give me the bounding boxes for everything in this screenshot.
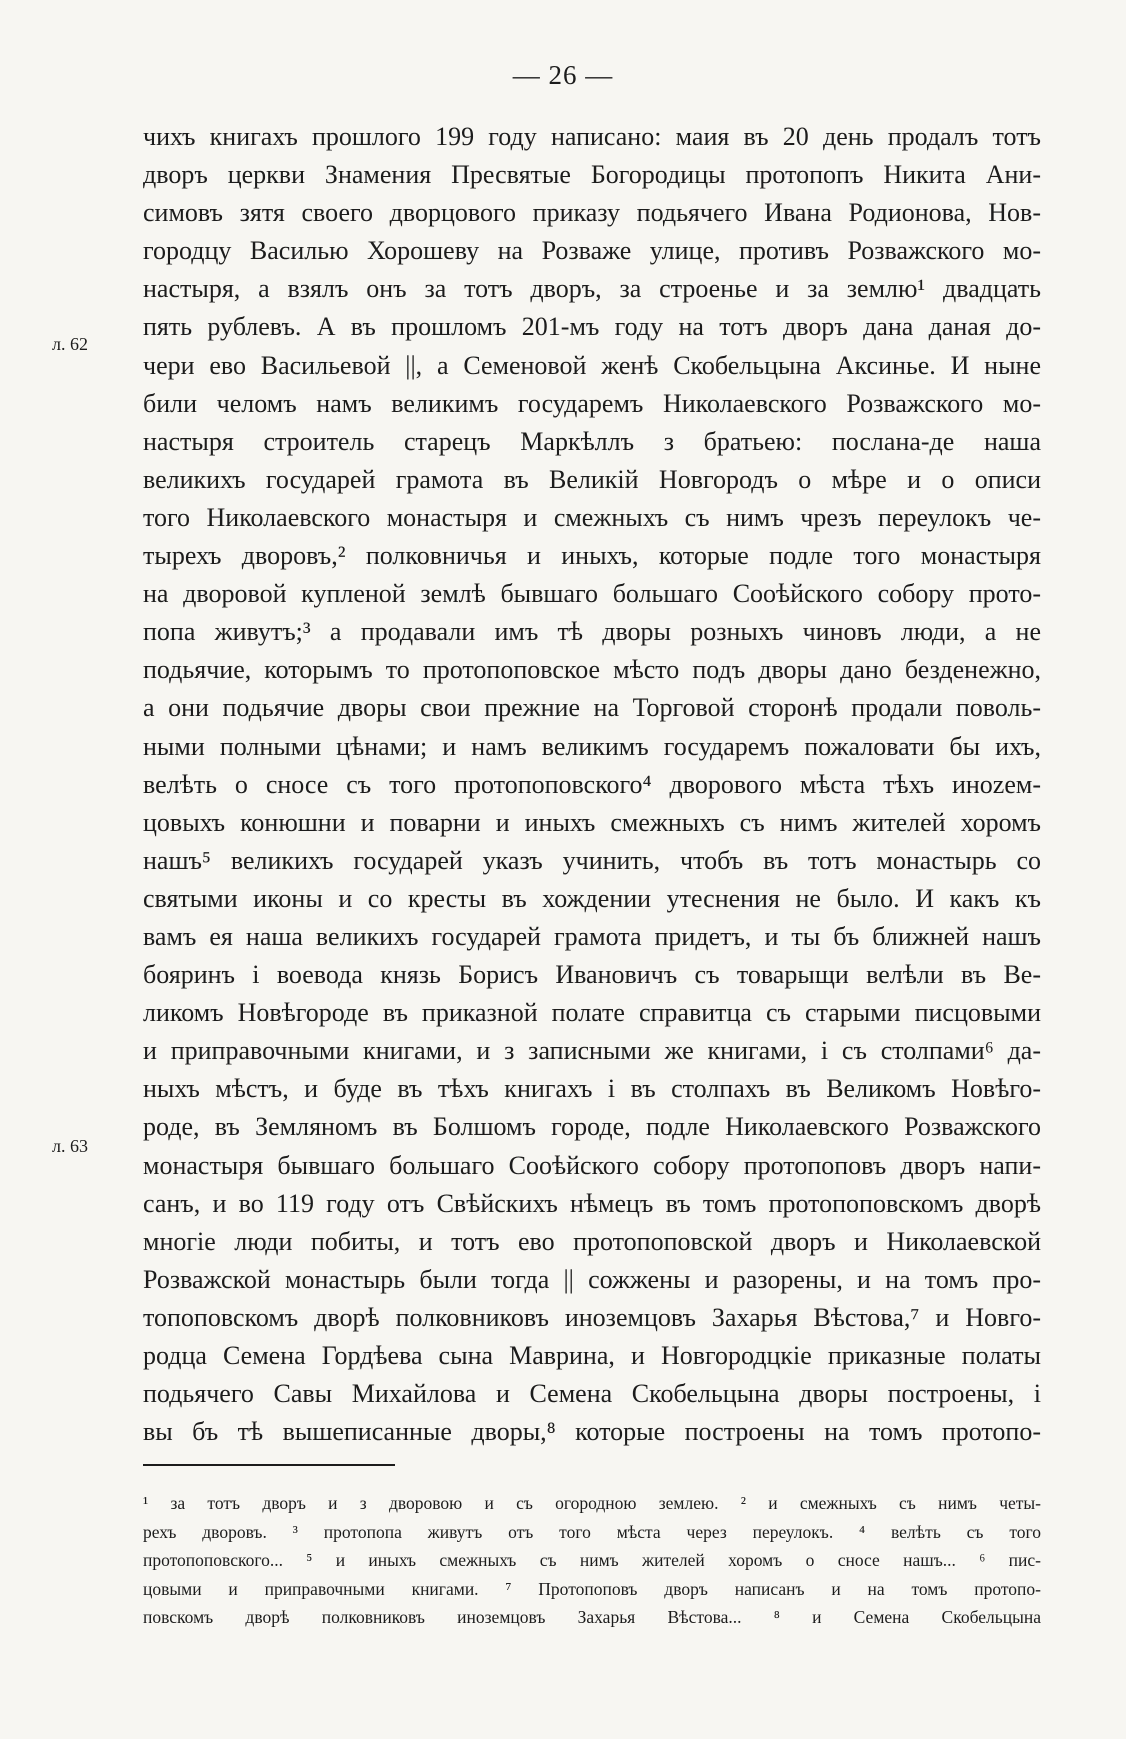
margin-note-folio-63: л. 63 [52, 1136, 88, 1156]
text-line: а они подьячие дворы свои прежние на Торговой сторонѣ продали поволь- [143, 693, 1041, 723]
text-line: вы бъ тѣ вышеписанные дворы,⁸ которые построены на томъ протопо- [143, 1417, 1041, 1447]
text-line: ликомъ Новѣгороде въ приказной полате справитца съ старыми писцовыми [143, 998, 1041, 1028]
text-line: попа живутъ;³ а продавали имъ тѣ дворы розныхъ чиновъ люди, а не [143, 617, 1041, 647]
text-line: многіе люди побиты, и тотъ ево протопоповской дворъ и Николаевской [143, 1226, 1041, 1256]
text-line: велѣть о сносе съ того протопоповского⁴ дворового мѣста тѣхъ иноzем- [143, 769, 1041, 799]
footnote-line: повскомъ дворѣ полковниковъ иноземцовъ Захарья Вѣстова... ⁸ и Семена Скобельцына [143, 1607, 1041, 1627]
text-line: санъ, и во 119 году отъ Свѣйскихъ нѣмецъ въ томъ протопоповскомъ дворѣ [143, 1188, 1041, 1218]
text-line: тырехъ дворовъ,² полковничья и иныхъ, которые подле того монастыря [143, 541, 1041, 571]
text-line: и приправочными книгами, и з записными же книгами, і съ столпами⁶ да- [143, 1036, 1041, 1066]
footnote-line: рехъ дворовъ. ³ протопопа живутъ отъ того мѣста через переулокъ. ⁴ велѣть съ того [143, 1521, 1041, 1542]
text-line: топоповскомъ дворѣ полковниковъ иноземцовъ Захарья Вѣстова,⁷ и Новго- [143, 1302, 1041, 1332]
text-line: Розважской монастырь были тогда || сожжены и разорены, и на томъ про- [143, 1264, 1041, 1294]
text-line: того Николаевского монастыря и смежныхъ съ нимъ чрезъ переулокъ че- [143, 502, 1041, 532]
text-line: ными полными цѣнами; и намъ великимъ государемъ пожаловати бы ихъ, [143, 731, 1041, 761]
body-text [143, 118, 1041, 1451]
text-line: родца Семена Гордѣева сына Маврина, и Новгородцкіе приказные полаты [143, 1341, 1041, 1370]
text-line: роде, въ Земляномъ въ Болшомъ городе, подле Николаевского Розважского [143, 1112, 1041, 1142]
text-line: подьячие, которымъ то протопоповское мѣсто подъ дворы дано безденежно, [143, 655, 1041, 685]
text-line: нашъ⁵ великихъ государей указъ учинить, чтобъ въ тотъ монастырь со [143, 845, 1041, 875]
footnote-line: ¹ за тотъ дворъ и з дворовою и съ огородною землею. ² и смежныхъ съ нимъ четы- [143, 1493, 1041, 1513]
text-line: дворъ церкви Знамения Пресвятые Богородицы протопопъ Никита Ани- [143, 160, 1041, 190]
text-line: ныхъ мѣстъ, и буде въ тѣхъ книгахъ і въ столпахъ въ Великомъ Новѣго- [143, 1074, 1041, 1104]
text-line: настыря строитель старецъ Маркѣллъ з братьею: послана-де наша [143, 426, 1041, 456]
text-line: святыми иконы и со кресты въ хождении утеснения не было. И какъ къ [143, 883, 1041, 913]
footnotes [143, 1489, 1041, 1632]
text-line: чери ево Васильевой ||, а Семеновой женѣ Скобельцына Аксинье. И ныне [143, 350, 1041, 380]
text-line: били челомъ намъ великимъ государемъ Николаевского Розважского мо- [143, 388, 1041, 418]
text-line: симовъ зятя своего дворцового приказу подьячего Ивана Родионова, Нов- [143, 198, 1041, 228]
text-line: вамъ ея наша великихъ государей грамота придетъ, и ты бъ ближней нашъ [143, 921, 1041, 951]
text-line: цовыхъ конюшни и поварни и иныхъ смежныхъ съ нимъ жителей хоромъ [143, 807, 1041, 837]
footnote-line: протопоповского... ⁵ и иныхъ смежныхъ съ нимъ жителей хоромъ о сносе нашъ... ⁶ пис- [143, 1550, 1041, 1570]
text-line: великихъ государей грамота въ Великій Новгородъ о мѣре и о описи [143, 464, 1041, 494]
margin-note-folio-62: л. 62 [52, 334, 88, 354]
text-line: настыря, а взялъ онъ за тотъ дворъ, за строенье и за землю¹ двадцать [143, 274, 1041, 304]
footnote-separator [143, 1464, 395, 1466]
footnote-line: цовыми и приправочными книгами. ⁷ Протопоповъ дворъ написанъ и на томъ протопо- [143, 1578, 1041, 1599]
text-line: на дворовой купленой землѣ бывшаго большаго Сооѣйского собору прото- [143, 579, 1041, 609]
text-line: чихъ книгахъ прошлого 199 году написано: маия въ 20 день продалъ тотъ [143, 122, 1041, 151]
text-line: подьячего Савы Михайлова и Семена Скобельцына дворы построены, і [143, 1379, 1041, 1409]
text-line: городцу Василью Хорошеву на Розваже улице, противъ Розважского мо- [143, 236, 1041, 266]
text-line: бояринъ і воевода князь Борисъ Ивановичъ съ товарыщи велѣли въ Ве- [143, 960, 1041, 990]
text-line: монастыря бывшаго большаго Сооѣйского собору протопоповъ дворъ напи- [143, 1150, 1041, 1180]
page-number: — 26 — [512, 60, 614, 90]
text-line: пять рублевъ. А въ прошломъ 201-мъ году на тотъ дворъ дана даная до- [143, 312, 1041, 342]
